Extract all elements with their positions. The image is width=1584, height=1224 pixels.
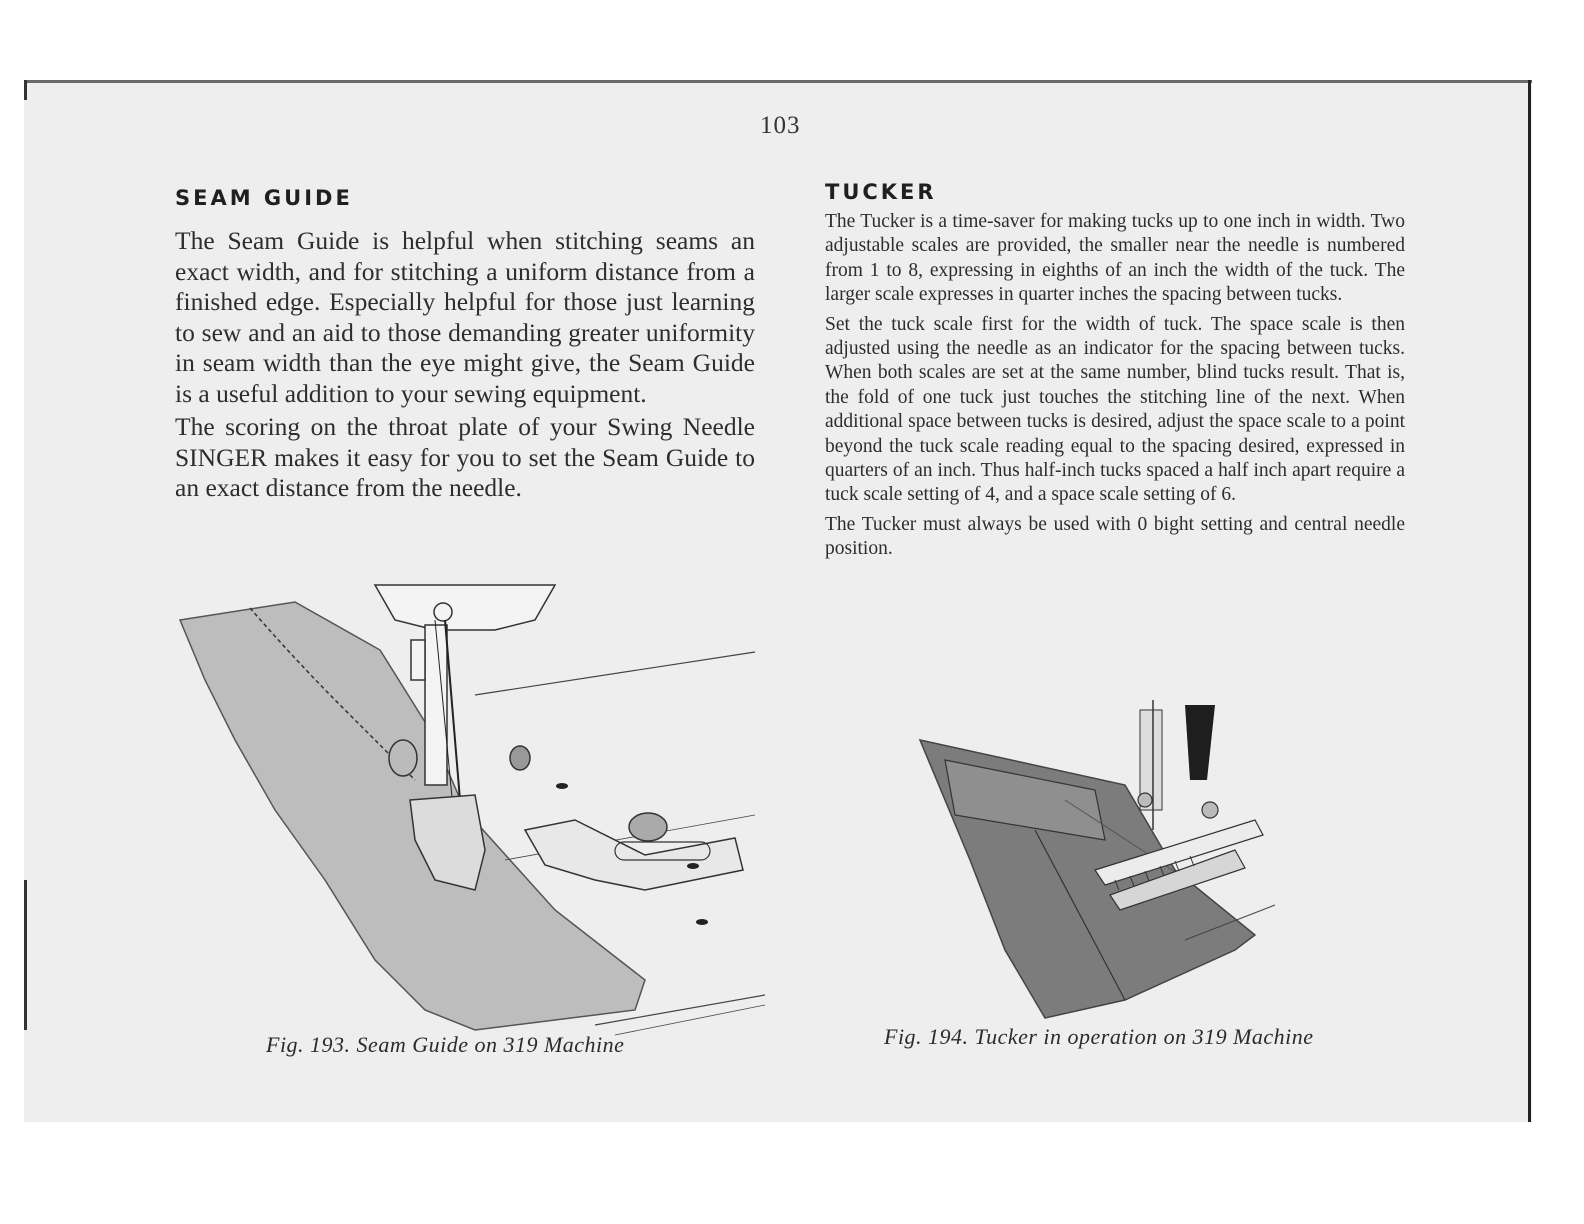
paragraph: The Seam Guide is helpful when stitching seams an exact width, and for stitching a uniform distance from a finished edge. Especially helpful for those just learning to sew and an aid to those demanding greater uniformity in seam width than the eye might give, the Seam Guide is a useful addition to your sewing equipment. (175, 226, 755, 408)
paragraph: The scoring on the throat plate of your Swing Needle SINGER makes it easy for you to set the Seam Guide to an exact distance from the needle. (175, 412, 755, 502)
section-heading-tucker: TUCKER (825, 180, 937, 204)
page-edge-shadow (1528, 80, 1531, 1122)
page-edge-shadow (24, 880, 27, 1030)
figure-caption-193: Fig. 193. Seam Guide on 319 Machine (266, 1032, 625, 1057)
tucker-text (825, 210, 1405, 567)
section-heading-seam-guide: SEAM GUIDE (175, 186, 353, 210)
page-edge-shadow (24, 80, 27, 100)
paragraph: Set the tuck scale first for the width of tuck. The space scale is then adjusted using the needle as an indicator for the spacing between tucks. When both scales are set at the same number, blind tucks result. That is, the fold of one tuck just touches the stitching line of the next. When additional space between tucks is desired, adjust the space scale to a point beyond the tuck scale reading equal to the spacing desired, expressed in quarters of an inch. Thus half-inch tucks spaced a half inch apart require a tuck scale setting of 4, and a space scale setting of 6. (825, 313, 1405, 506)
seam-guide-illustration (175, 580, 775, 1040)
paragraph: The Tucker is a time-saver for making tucks up to one inch in width. Two adjustable scales are provided, the smaller near the needle is numbered from 1 to 8, expressing in eighths of an inch the width of the tuck. The larger scale expresses in quarter inches the spacing between tucks. (825, 211, 1405, 306)
figure-caption-194: Fig. 194. Tucker in operation on 319 Machine (884, 1024, 1314, 1049)
tucker-illustration (915, 700, 1295, 1030)
paragraph: The Tucker must always be used with 0 bight setting and central needle position. (825, 513, 1405, 560)
page-number: 103 (760, 112, 801, 139)
seam-guide-text (175, 226, 755, 507)
